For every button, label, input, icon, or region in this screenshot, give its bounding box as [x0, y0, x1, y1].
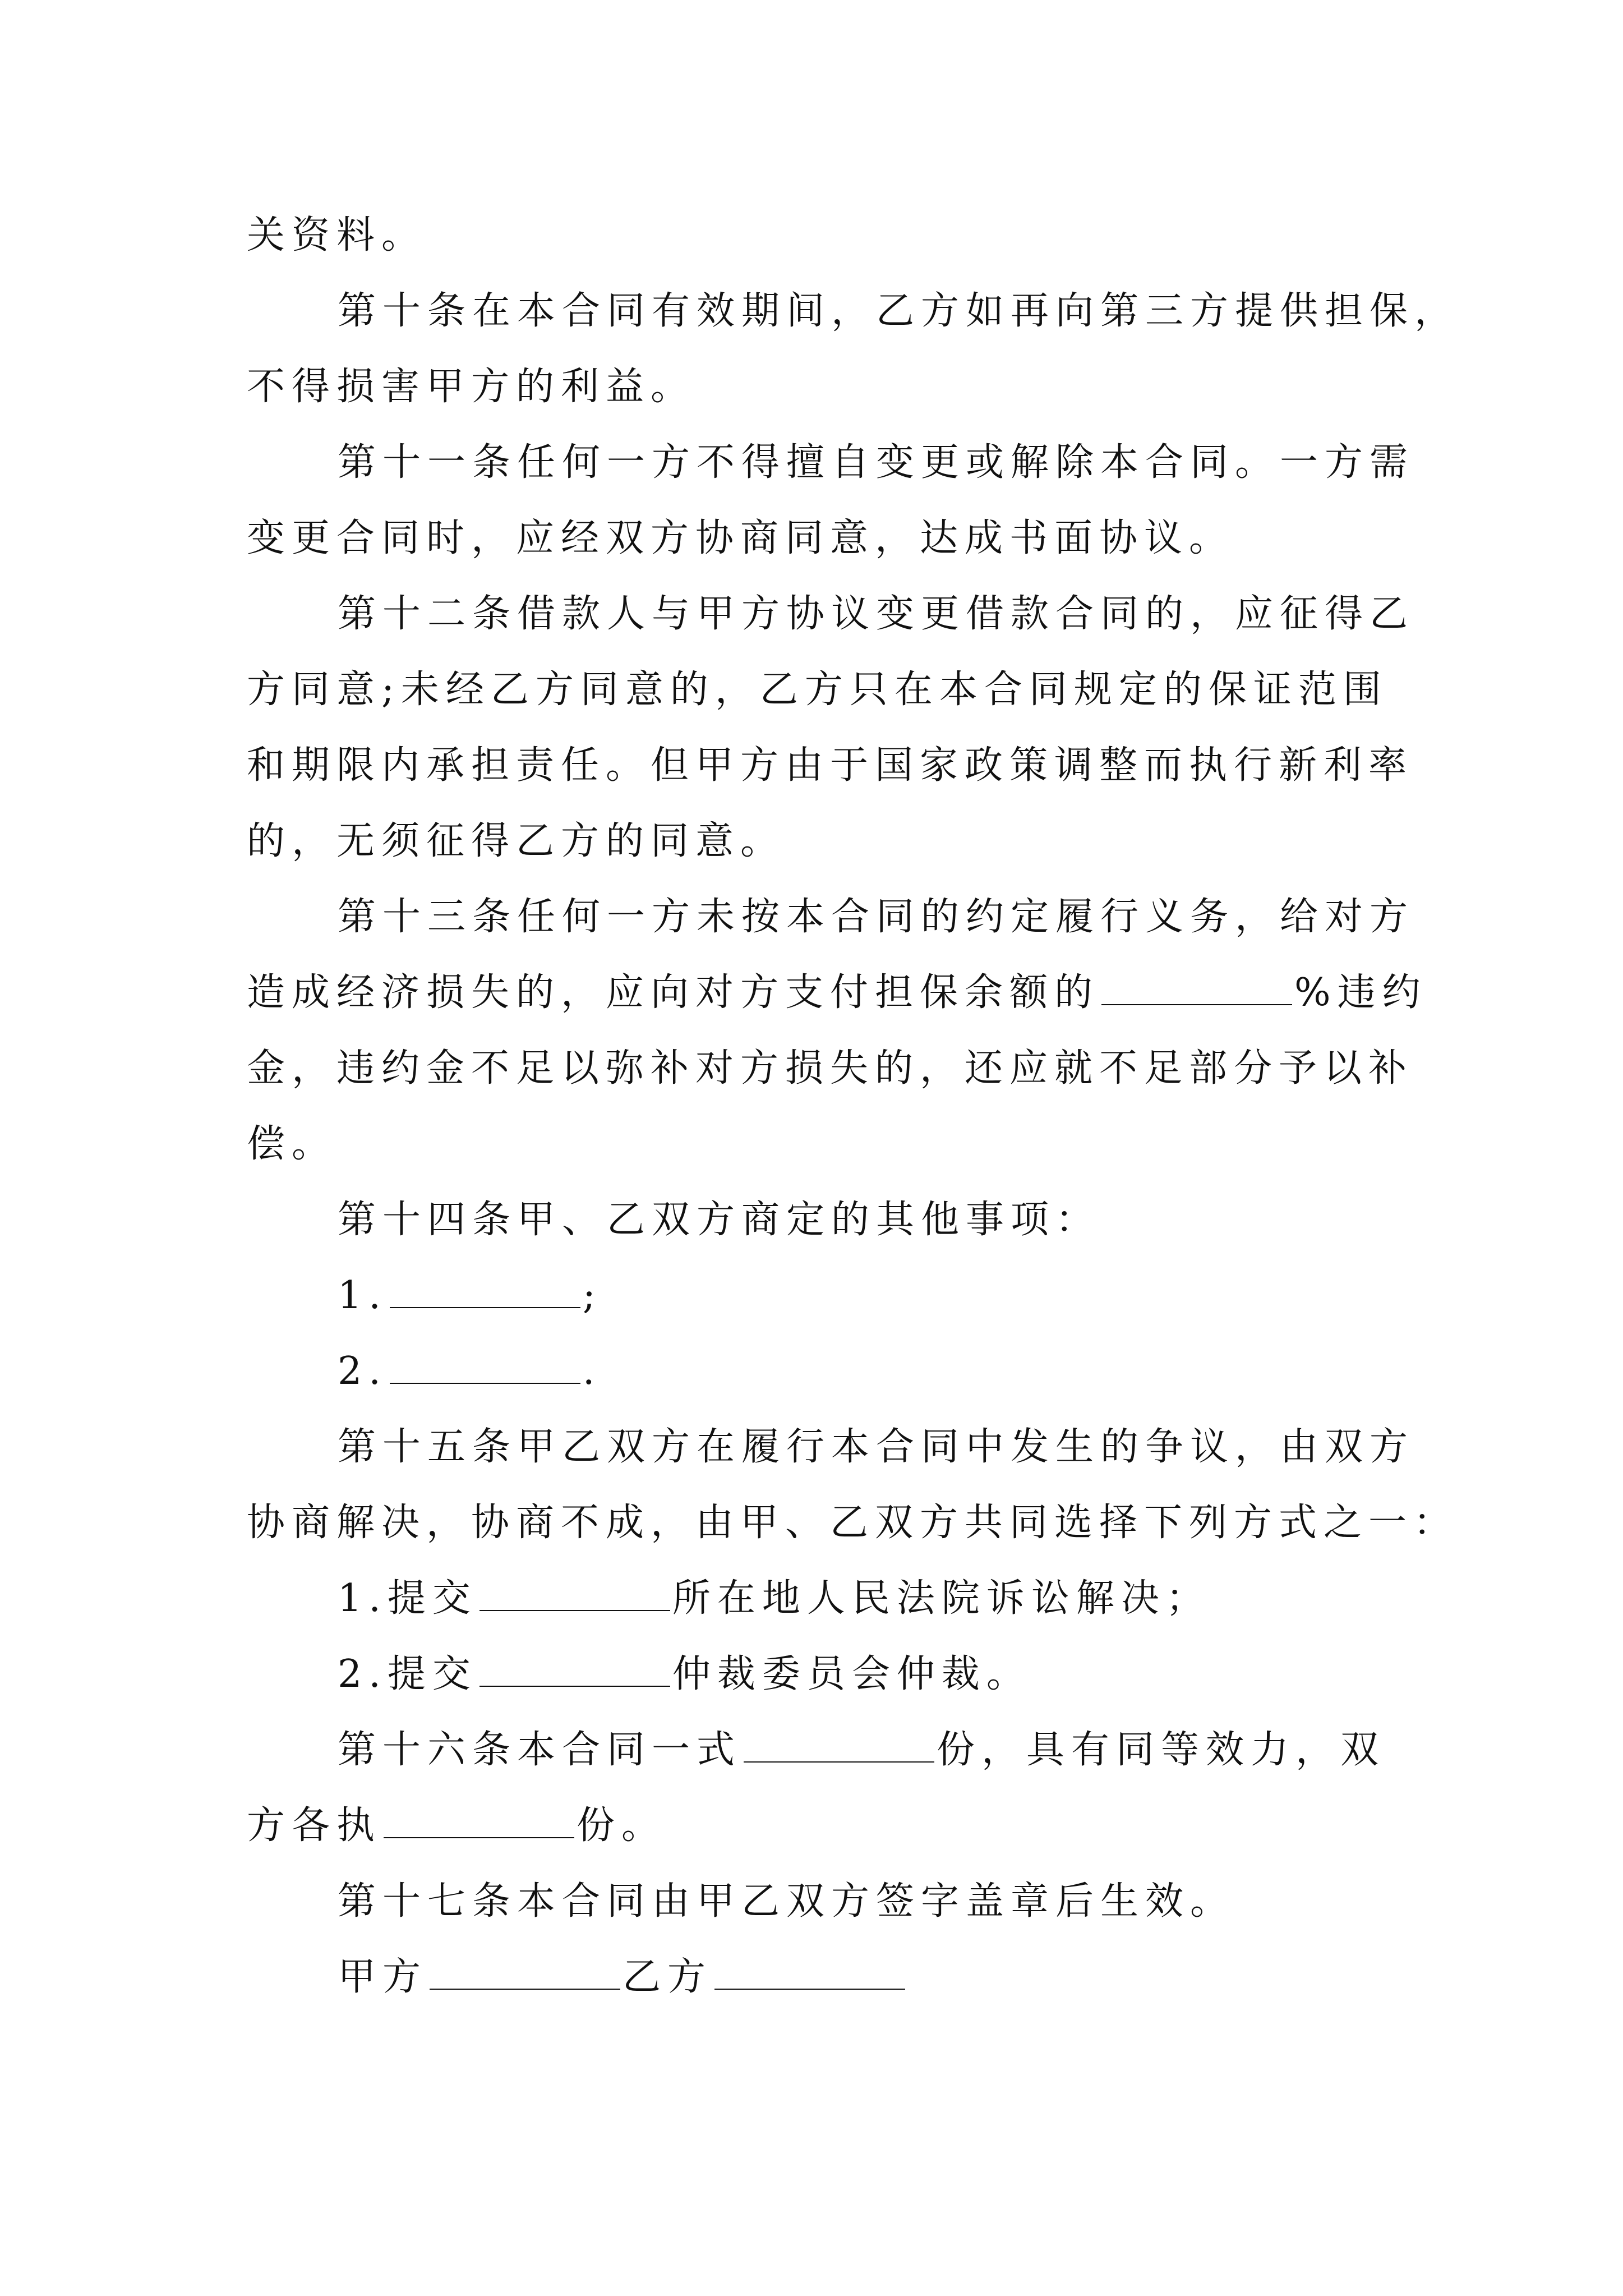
clause-15-line-1: 第十五条甲乙双方在履行本合同中发生的争议，由双方	[338, 1425, 1415, 1469]
clause-14-item-2	[247, 1333, 1391, 1409]
clause-13-text-b: %违约	[1294, 970, 1427, 1015]
signature-line	[247, 1939, 1391, 2015]
option-text-b: 仲裁委员会仲裁。	[672, 1652, 1031, 1696]
other-matter-2-blank[interactable]	[390, 1349, 580, 1384]
clause-15-option-1	[247, 1561, 1391, 1636]
clause-16-line-2	[247, 1788, 1391, 1864]
arbitration-committee-blank[interactable]	[479, 1652, 670, 1687]
clause-14-item-1	[247, 1258, 1391, 1333]
party-a-label: 甲方	[338, 1955, 428, 1999]
clause-16-text-b: 份，具有同等效力，双	[937, 1728, 1386, 1772]
clause-16-text-a: 第十六条本合同一式	[338, 1728, 742, 1772]
copies-total-blank[interactable]	[744, 1728, 934, 1763]
clause-12-line-2: 方同意;未经乙方同意的，乙方只在本合同规定的保证范围	[247, 668, 1388, 712]
clause-13-line-2	[247, 955, 1427, 1030]
copies-each-blank[interactable]	[384, 1803, 574, 1838]
clause-16-text-d: 份。	[577, 1803, 667, 1848]
clause-14-heading: 第十四条甲、乙双方商定的其他事项：	[338, 1198, 1101, 1242]
clause-13-line-1: 第十三条任何一方未按本合同的约定履行义务，给对方	[338, 895, 1415, 939]
item-number: 2.	[338, 1349, 388, 1393]
clause-17: 第十七条本合同由甲乙双方签字盖章后生效。	[338, 1879, 1235, 1924]
party-b-signature-blank[interactable]	[714, 1955, 905, 1990]
option-text-a: 2.提交	[338, 1652, 477, 1696]
contract-body	[247, 197, 1460, 2015]
item-number: 1.	[338, 1273, 388, 1318]
item-end: ;	[582, 1273, 602, 1318]
court-location-blank[interactable]	[479, 1576, 670, 1611]
clause-10-line-2: 不得损害甲方的利益。	[247, 365, 696, 409]
item-end: .	[582, 1349, 602, 1393]
clause-11-line-1: 第十一条任何一方不得擅自变更或解除本合同。一方需	[338, 440, 1415, 485]
clause-12-line-3: 和期限内承担责任。但甲方由于国家政策调整而执行新利率	[247, 743, 1414, 788]
clause-12-line-1: 第十二条借款人与甲方协议变更借款合同的，应征得乙	[338, 592, 1415, 636]
clause-15-line-2: 协商解决，协商不成，由甲、乙双方共同选择下列方式之一：	[247, 1501, 1459, 1545]
other-matter-1-blank[interactable]	[390, 1273, 580, 1308]
clause-16-line-1	[247, 1712, 1391, 1788]
clause-16-text-c: 方各执	[247, 1803, 382, 1848]
clause-13-line-3: 金，违约金不足以弥补对方损失的，还应就不足部分予以补	[247, 1046, 1414, 1091]
clause-10-line-1: 第十条在本合同有效期间，乙方如再向第三方提供担保，	[338, 289, 1460, 333]
penalty-percent-blank[interactable]	[1101, 970, 1292, 1005]
option-text-a: 1.提交	[338, 1576, 477, 1621]
option-text-b: 所在地人民法院诉讼解决；	[672, 1576, 1211, 1621]
clause-13-line-4: 偿。	[247, 1122, 337, 1166]
clause-12-line-4: 的，无须征得乙方的同意。	[247, 819, 786, 863]
text-line: 关资料。	[247, 213, 427, 257]
clause-15-option-2	[247, 1636, 1391, 1712]
clause-13-text-a: 造成经济损失的，应向对方支付担保余额的	[247, 970, 1100, 1015]
party-a-signature-blank[interactable]	[430, 1955, 620, 1990]
party-b-label: 乙方	[623, 1955, 713, 1999]
clause-11-line-2: 变更合同时，应经双方协商同意，达成书面协议。	[247, 516, 1234, 560]
